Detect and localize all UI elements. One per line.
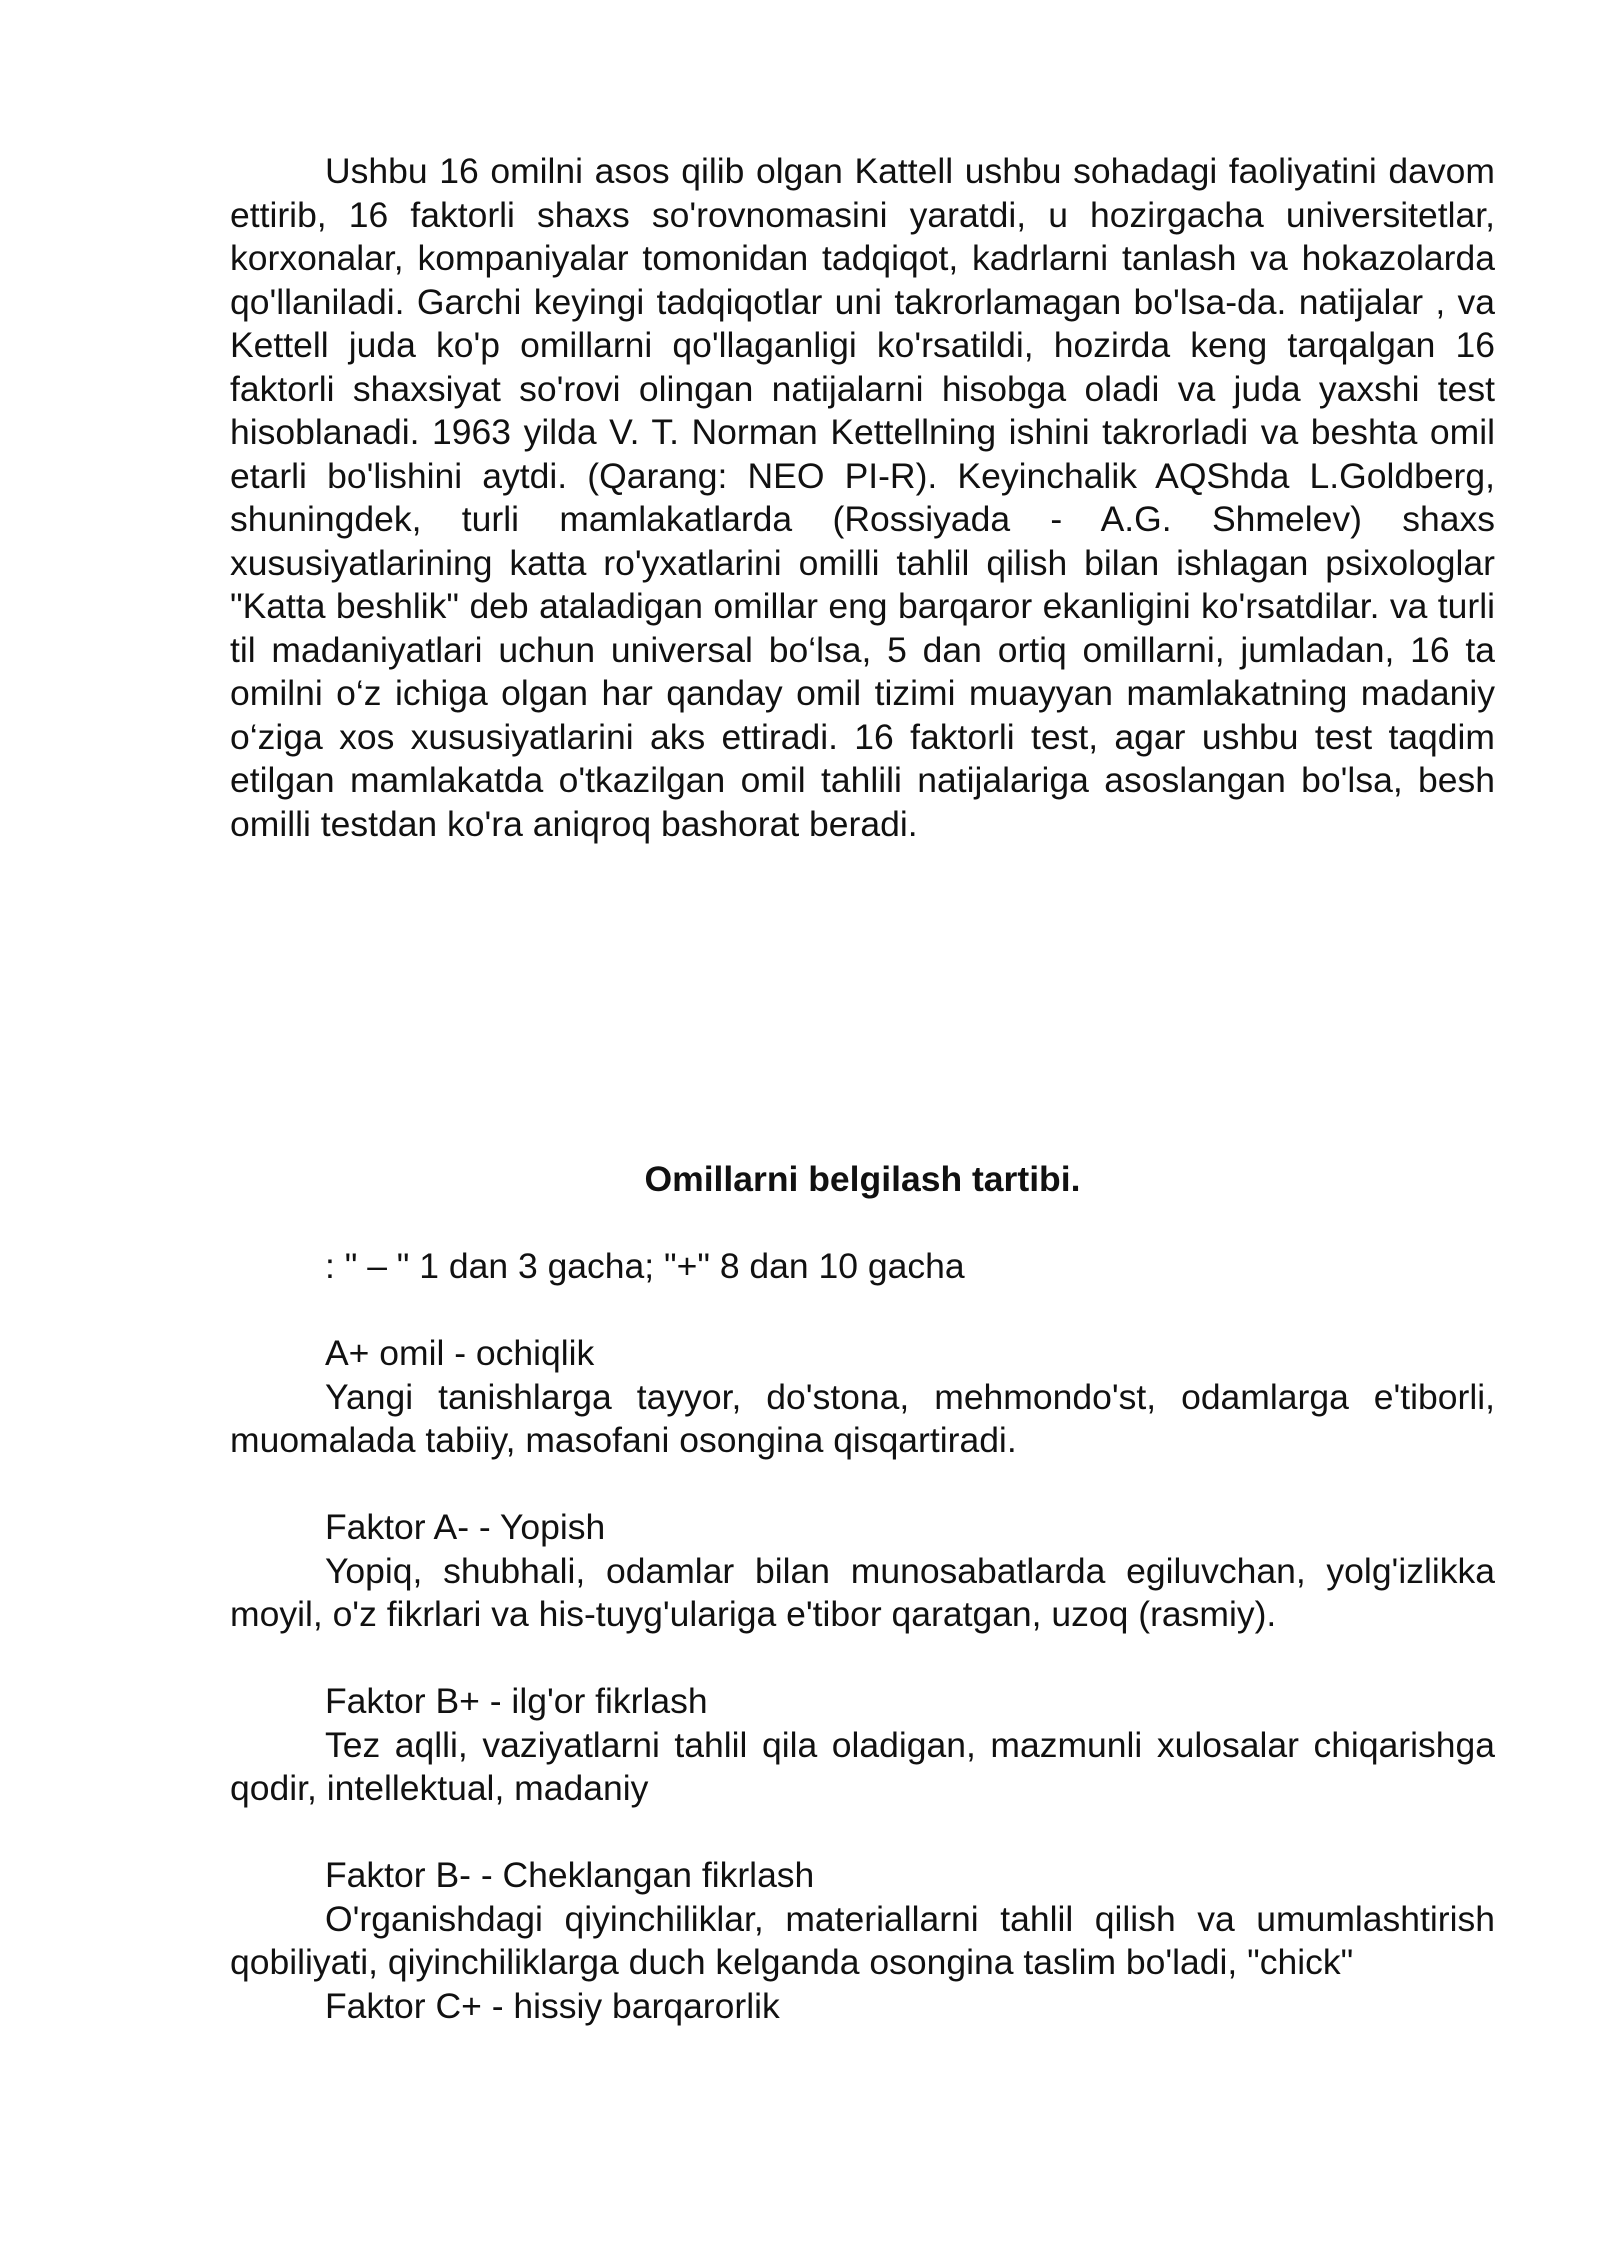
scoring-legend: : " – " 1 dan 3 gacha; "+" 8 dan 10 gacha — [325, 1246, 965, 1286]
factor-block-a-minus — [230, 1506, 1495, 1637]
factor-block-a-plus — [230, 1332, 1495, 1463]
factor-heading: Faktor C+ - hissiy barqarorlik — [325, 1985, 780, 2026]
factor-block-b-minus — [230, 1854, 1495, 1985]
document-page — [230, 150, 1495, 2028]
factor-heading: A+ omil - ochiqlik — [325, 1333, 595, 1373]
factor-description: O'rganishdagi qiyinchiliklar, materiallarni tahlil qilish va umumlashtirish qobiliyati, qiyinchiliklarga duch kelganda osongina taslim bo'ladi, "chick" — [230, 1898, 1495, 1982]
section-title: Omillarni belgilash tartibi. — [644, 1159, 1081, 1199]
factor-heading: Faktor A- - Yopish — [325, 1507, 606, 1547]
factor-block-c-plus — [230, 1985, 1495, 2029]
factor-block-b-plus — [230, 1680, 1495, 1811]
factor-heading: Faktor B+ - ilg'or fikrlash — [325, 1681, 708, 1721]
factor-description: Yopiq, shubhali, odamlar bilan munosabatlarda egiluvchan, yolg'izlikka moyil, o'z fikrlari va his-tuyg'ulariga e'tibor qaratgan, uzoq (rasmiy). — [230, 1550, 1495, 1634]
factor-description: Tez aqlli, vaziyatlarni tahlil qila oladigan, mazmunli xulosalar chiqarishga qodir, intellektual, madaniy — [230, 1724, 1495, 1808]
factor-heading: Faktor B- - Cheklangan fikrlash — [325, 1855, 815, 1895]
factor-description: Yangi tanishlarga tayyor, do'stona, mehmondo'st, odamlarga e'tiborli, muomalada tabiiy, masofani osongina qisqartiradi. — [230, 1376, 1495, 1460]
intro-paragraph: Ushbu 16 omilni asos qilib olgan Kattell ushbu sohadagi faoliyatini davom ettirib, 16 faktorli shaxs so'rovnomasini yaratdi, u hozirgacha universitetlar, korxonalar, kompaniyalar tomonidan tadqiqot, kadrlarni tanlash va hokazolarda qo'llaniladi. Garchi keyingi tadqiqotlar uni takrorlamagan bo'lsa-da. natijalar , va Kettell juda ko'p omillarni qo'llaganligi ko'rsatildi, hozirda keng tarqalgan 16 faktorli shaxsiyat so'rovi olingan natijalarni hisobga oladi va juda yaxshi test hisoblanadi. 1963 yilda V. T. Norman Kettellning ishini takrorladi va beshta omil etarli bo'lishini aytdi. (Qarang: NEO PI-R). Keyinchalik AQShda L.Goldberg, shuningdek, turli mamlakatlarda (Rossiyada - A.G. Shmelev) shaxs xususiyatlarining katta ro'yxatlarini omilli tahlil qilish bilan ishlagan psixologlar "Katta beshlik" deb ataladigan omillar eng barqaror ekanligini ko'rsatdilar. va turli til madaniyatlari uchun universal bo‘lsa, 5 dan ortiq omillarni, jumladan, 16 ta omilni o‘z ichiga olgan har qanday omil tizimi muayyan mamlakatning madaniy o‘ziga xos xususiyatlarini aks ettiradi. 16 faktorli test, agar ushbu test taqdim etilgan mamlakatda o'tkazilgan omil tahlili natijalariga asoslangan bo'lsa, besh omilli testdan ko'ra aniqroq bashorat beradi. — [230, 151, 1495, 844]
